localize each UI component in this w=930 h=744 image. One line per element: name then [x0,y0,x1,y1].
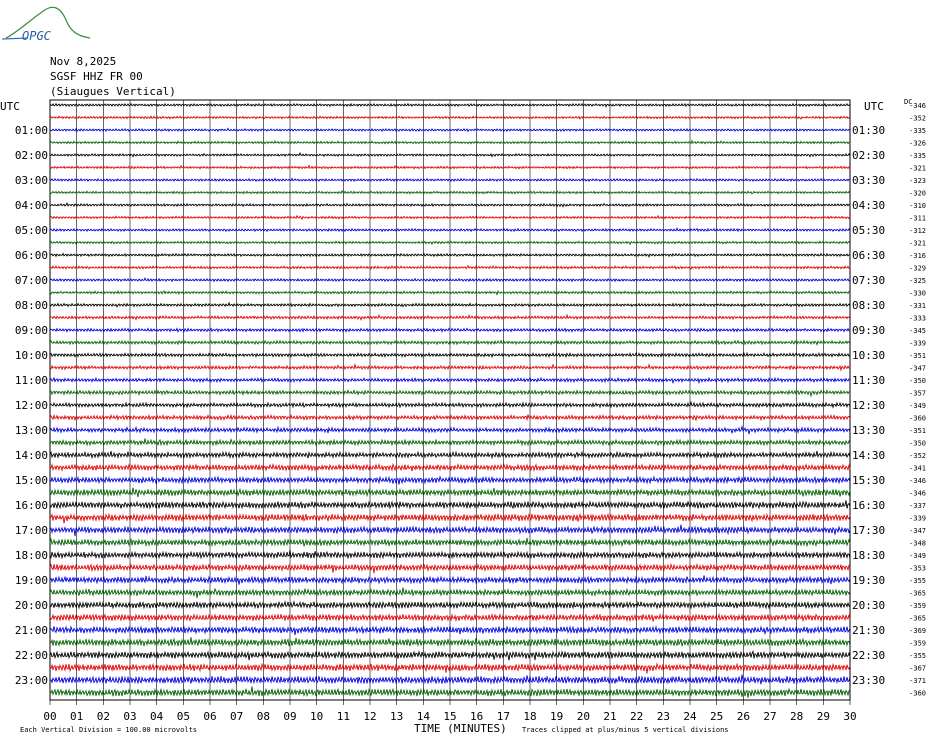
right-label-1330: 13:30 [852,424,886,437]
dc-offset-35: -347 [909,527,926,535]
dc-offset-47: -371 [909,677,926,685]
dc-offset-41: -359 [909,602,926,610]
left-label-2300: 23:00 [14,674,48,687]
left-label-1100: 11:00 [14,374,48,387]
x-tick-14: 14 [416,710,430,723]
dc-offset-34: -339 [909,514,926,523]
x-tick-06: 06 [203,710,217,723]
dc-offset-16: -330 [909,289,926,298]
left-label-0200: 02:00 [14,149,48,162]
right-label-1030: 10:30 [852,349,886,362]
dc-offset-24: -357 [909,389,926,398]
opgc-logo [2,7,90,43]
dc-offset-11: -312 [909,227,926,235]
x-tick-04: 04 [150,710,164,723]
dc-offset-37: -349 [909,552,926,560]
right-label-2030: 20:30 [852,599,886,612]
x-tick-19: 19 [550,710,564,723]
x-tick-13: 13 [390,710,404,723]
dc-offset-32: -346 [909,489,926,498]
left-label-1700: 17:00 [14,524,48,537]
left-label-0700: 07:00 [14,274,48,287]
x-tick-10: 10 [310,710,324,723]
dc-offset-42: -365 [909,614,926,623]
dc-offset-6: -321 [909,164,926,173]
x-tick-18: 18 [523,710,537,723]
dc-offset-22: -347 [909,364,926,373]
right-label-1730: 17:30 [852,524,886,537]
left-label-2100: 21:00 [14,624,48,637]
x-tick-05: 05 [176,710,190,723]
minute-gridlines [50,100,850,705]
x-tick-12: 12 [363,710,377,723]
dc-offset-3: -335 [909,127,926,135]
x-tick-15: 15 [443,710,457,723]
x-tick-03: 03 [123,710,137,723]
x-tick-09: 09 [283,710,297,723]
dc-offset-10: -311 [909,214,926,223]
dc-offset-19: -345 [909,327,926,335]
left-label-1300: 13:00 [14,424,48,437]
dc-offset-48: -360 [909,689,926,698]
right-label-1630: 16:30 [852,499,886,512]
left-label-1900: 19:00 [14,574,48,587]
dc-offset-31: -346 [909,477,926,485]
dc-offset-29: -352 [909,452,926,460]
x-tick-24: 24 [683,710,697,723]
scale-note: Each Vertical Division = 100.00 microvolts [20,726,198,734]
right-label-0330: 03:30 [852,174,886,187]
left-label-1200: 12:00 [14,399,48,412]
dc-offset-8: -320 [909,189,926,198]
dc-offset-1: -346 [909,102,926,110]
right-label-1230: 12:30 [852,399,886,412]
right-label-0430: 04:30 [852,199,886,212]
dc-offset-5: -335 [909,152,926,160]
left-hour-labels [15,124,48,687]
dc-offset-36: -348 [909,539,926,548]
dc-offset-27: -351 [909,427,926,435]
x-tick-26: 26 [736,710,750,723]
dc-offset-26: -360 [909,414,926,423]
x-tick-08: 08 [256,710,270,723]
dc-offset-40: -365 [909,589,926,598]
left-label-2200: 22:00 [14,649,48,662]
dc-offset-13: -316 [909,252,926,260]
x-tick-16: 16 [470,710,484,723]
right-half-hour-labels [852,124,885,687]
left-label-1500: 15:00 [14,474,48,487]
left-label-0800: 08:00 [14,299,48,312]
right-label-0530: 05:30 [852,224,886,237]
right-label-0130: 01:30 [852,124,886,137]
x-axis-label: TIME (MINUTES) [414,722,507,735]
x-tick-22: 22 [630,710,644,723]
dc-offset-30: -341 [909,464,926,473]
right-label-0730: 07:30 [852,274,886,287]
dc-offset-23: -350 [909,377,926,385]
left-label-1400: 14:00 [14,449,48,462]
station-name: SGSF HHZ FR 00 [50,70,143,83]
x-tick-23: 23 [656,710,670,723]
dc-offset-7: -323 [909,177,926,185]
dc-offset-44: -359 [909,639,926,648]
left-label-0400: 04:00 [14,199,48,212]
left-label-0300: 03:00 [14,174,48,187]
left-label-0600: 06:00 [14,249,48,262]
dc-offset-9: -310 [909,202,926,210]
dc-offset-12: -321 [909,239,926,248]
right-label-0830: 08:30 [852,299,886,312]
right-label-2130: 21:30 [852,624,886,637]
x-tick-07: 07 [230,710,244,723]
dc-offset-4: -326 [909,139,926,148]
x-tick-29: 29 [816,710,830,723]
x-tick-21: 21 [603,710,617,723]
right-label-1830: 18:30 [852,549,886,562]
x-tick-27: 27 [763,710,777,723]
right-axis-title: UTC [864,100,884,113]
right-label-1430: 14:30 [852,449,886,462]
dc-offset-39: -355 [909,577,926,585]
x-tick-25: 25 [710,710,724,723]
dc-offset-43: -369 [909,627,926,635]
dc-offset-20: -339 [909,339,926,348]
dc-offset-15: -325 [909,277,926,285]
x-tick-02: 02 [96,710,110,723]
dc-offset-25: -349 [909,402,926,410]
x-tick-30: 30 [843,710,857,723]
dc-offset-labels [909,102,926,698]
chart-date: Nov 8,2025 [50,55,117,68]
logo-text: OPGC [22,29,51,43]
x-tick-01: 01 [70,710,84,723]
dc-offset-33: -337 [909,502,926,510]
left-label-1600: 16:00 [14,499,48,512]
x-tick-00: 00 [43,710,57,723]
dc-offset-28: -350 [909,439,926,448]
dc-offset-2: -352 [909,114,926,123]
left-axis-title: UTC [0,100,20,113]
x-tick-20: 20 [576,710,590,723]
right-label-0930: 09:30 [852,324,886,337]
right-label-2330: 23:30 [852,674,886,687]
left-label-1000: 10:00 [14,349,48,362]
right-label-1530: 15:30 [852,474,886,487]
x-tick-28: 28 [790,710,804,723]
clip-note: Traces clipped at plus/minus 5 vertical divisions [522,726,729,734]
dc-axis-title: DC [904,98,913,106]
dc-offset-21: -351 [909,352,926,360]
left-label-0500: 05:00 [14,224,48,237]
left-label-1800: 18:00 [14,549,48,562]
right-label-0230: 02:30 [852,149,886,162]
dc-offset-46: -367 [909,664,926,673]
station-location: (Siaugues Vertical) [50,85,176,98]
dc-offset-38: -353 [909,564,926,573]
x-tick-17: 17 [496,710,510,723]
right-label-0630: 06:30 [852,249,886,262]
right-label-1130: 11:30 [852,374,886,387]
dc-offset-17: -331 [909,302,926,310]
right-label-2230: 22:30 [852,649,886,662]
dc-offset-45: -355 [909,652,926,660]
dc-offset-14: -329 [909,264,926,273]
dc-offset-18: -333 [909,314,926,323]
left-label-0900: 09:00 [14,324,48,337]
left-label-2000: 20:00 [14,599,48,612]
right-label-1930: 19:30 [852,574,886,587]
left-label-0100: 01:00 [14,124,48,137]
x-tick-11: 11 [336,710,350,723]
